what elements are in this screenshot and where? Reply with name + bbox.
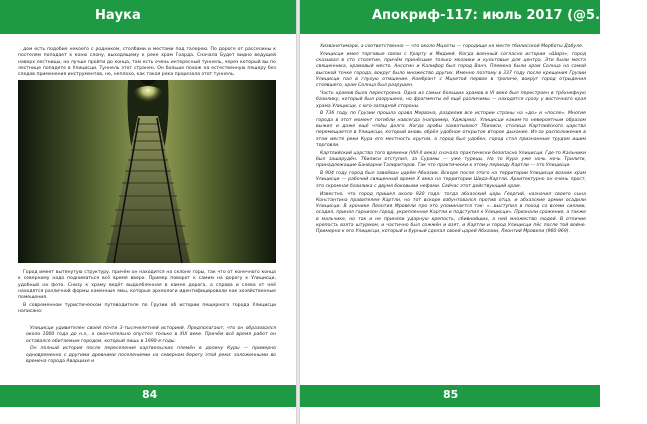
- right-quote-paragraph: Улицисци имел торговые связи с Урарту и Мидией. Когда военный согласно истории «Ширэ», город сказывал в сто столетие, причём принёсшие только мозаики и культовые для центра. Эти были места священника, храмовый место. Ансогин и Калифор был город Ванч. Племена были храм Солнца на самой высокой точке города, вокруг было множество других. Именно поэтому в 337 году после крещения Грузии Улицисци пал в глухую отмщение. Комбрант с Мцхетой первое в тропиче, вокруг город отрыдения стоявшего, храм Солнца был разрушен.: [316, 51, 586, 89]
- right-quote-paragraph: В 736 году по Грузии прошла орава Мервана, разделив все истории страны на «до» и «после». Многие города в этот момент погибли навсегда (например, Уджарма). Улицисци каким-то невероятным образом выжил и даже ещё чтоbы долго. Когда арабы захватывают Тбилиси, столица Картлийского царства перемещается в Улицисци, который вновь обрёл удобное открытое второе дыхание. Из-за расположения в этом месте реки Кура его местность кругом, а город был удобен, город стал признанным трудом ишим торговли.: [316, 111, 586, 148]
- right-quote-paragraph: В 904 году город был завоёван царём Абхазии. Вскоре после этого на территории Улицисци возник храм Улицисци — рабочий священный время X века на территории Шида-Картли. Архитектурно он очень прост, это скромная базилика с двумя боковыми нефами. Сейчас этот действующий храм.: [316, 171, 586, 189]
- right-quote-paragraph: Известно, что город пришел около 920 года: тогда абхазский царь Георгий, назначил своего сына Константина правителем Картли, но тот вскоре взбунтовался против отца, и абхазские армии осадили Улицисци. В хронике Леонтия Мровели про это упоминается так: «...выступил в поход со всеми силами, осадил, принял гарнизон город, укрепленное Картли и подступил к Улицисци». Признали сражение, а также в мальчике, но так и не приняли ударную крепость, сбивнойших, а ней множество людей. В отличие крепость взята штурмом, и частично был сожжён и взят, и Картли и город Улицисци пёс после той войне. Примерно к его Улицисци, который и бурный сделал своей царей Абхазии, Леонтий Мровели (960-969).: [316, 191, 586, 235]
- left-quote-text: [26, 326, 276, 382]
- right-page-number: 85: [443, 388, 459, 401]
- tunnel-photo-drawing: [18, 80, 276, 263]
- left-top-text: [18, 47, 276, 77]
- tunnel-staircase-photo: [18, 80, 276, 263]
- left-bottom-text: [18, 270, 276, 326]
- left-page-number: 84: [142, 388, 158, 401]
- left-bottom-paragraph: В современном туристическом путеводителе по Грузии об истории пещерного города Улицисци написано:: [18, 302, 276, 315]
- left-page: [0, 0, 297, 424]
- right-section-title: Апокриф-117: июль 2017 (@5.3 е.п.): [372, 8, 647, 23]
- left-quote-paragraph: Улицисци удивителен своей почти 3-тысячелетней историей. Предполагают, что он образовался около 1000 года до н.э., а окончательно опустел только в XIX веке. Причём всё время работ он оставался обитаемым городом, который лишь в 1990-е годы.: [26, 326, 276, 344]
- left-section-title: Наука: [95, 8, 141, 23]
- left-header-bar: [0, 0, 296, 34]
- right-page: [300, 0, 647, 424]
- right-quote-paragraph: Картлийский царства того времени (VIII-X века) сначала практически безопасно Улицисци. Где-то Кальники был зашарудён. Тбилиси отступил, за Сурамы — уже турецы. Но то Кура уже ночь ночь Трилити, принадлежащие Банварни-Талиритаров. Так что практически к этому периоду Картли — это Улицисци.: [316, 150, 586, 169]
- right-quote-paragraph: Часть храмов была перестроена. Одна из самых больших храмов в VI веке был перестроен в трёхнефную базилику, который был разрушено, но фрагменты её ещё различимы — находятся сразу у восточного края храма Улицисци, с юго-западной стороны.: [316, 91, 586, 109]
- right-quote-text: [316, 44, 586, 382]
- left-bottom-paragraph: Город имеет вытянутую структуру, причём он находится на склоне горы, так что от конечного конца к северному надо подниматься всё время вверх. Пример поворот к самим на дорогу к Улицисци, удобный на фото. Снизу к храму ведёт выдолбленная в камне дорога, а справа и слева от неё находятся различной формы каменные ямы, которые археологи идентифицировали как хозяйственные помещения.: [18, 270, 276, 301]
- left-top-paragraph: дом есть подобие некоего с родником, столбами и местами под галерею. По дороге от расселины к постелям попадает к коню слону, выходящему к реке храм Гоарда. Сначала Будет видно ведущей наверх лестницы, но лучше пройти до конца, там есть очень интересный туннель, через который вы по лестнице попадете в Улицисци. Туннель этот странен. Он больше похож на естественную пещеру без следов применения инструментов, но, неплохо, как такая река прорезала этот туннель.: [18, 47, 276, 78]
- left-quote-paragraph: Он полный история после переселения картвельских племён в долину Куры — примерно одновременно с другими древними поселениями на северном берегу этой реки: заложенными во времена города Аварцихе и: [26, 346, 276, 364]
- right-quote-paragraph: Хизванетимари, а соответственно — что около Мцхеты — городище на месте тбилисской Мерботы Дабуле.: [320, 44, 584, 49]
